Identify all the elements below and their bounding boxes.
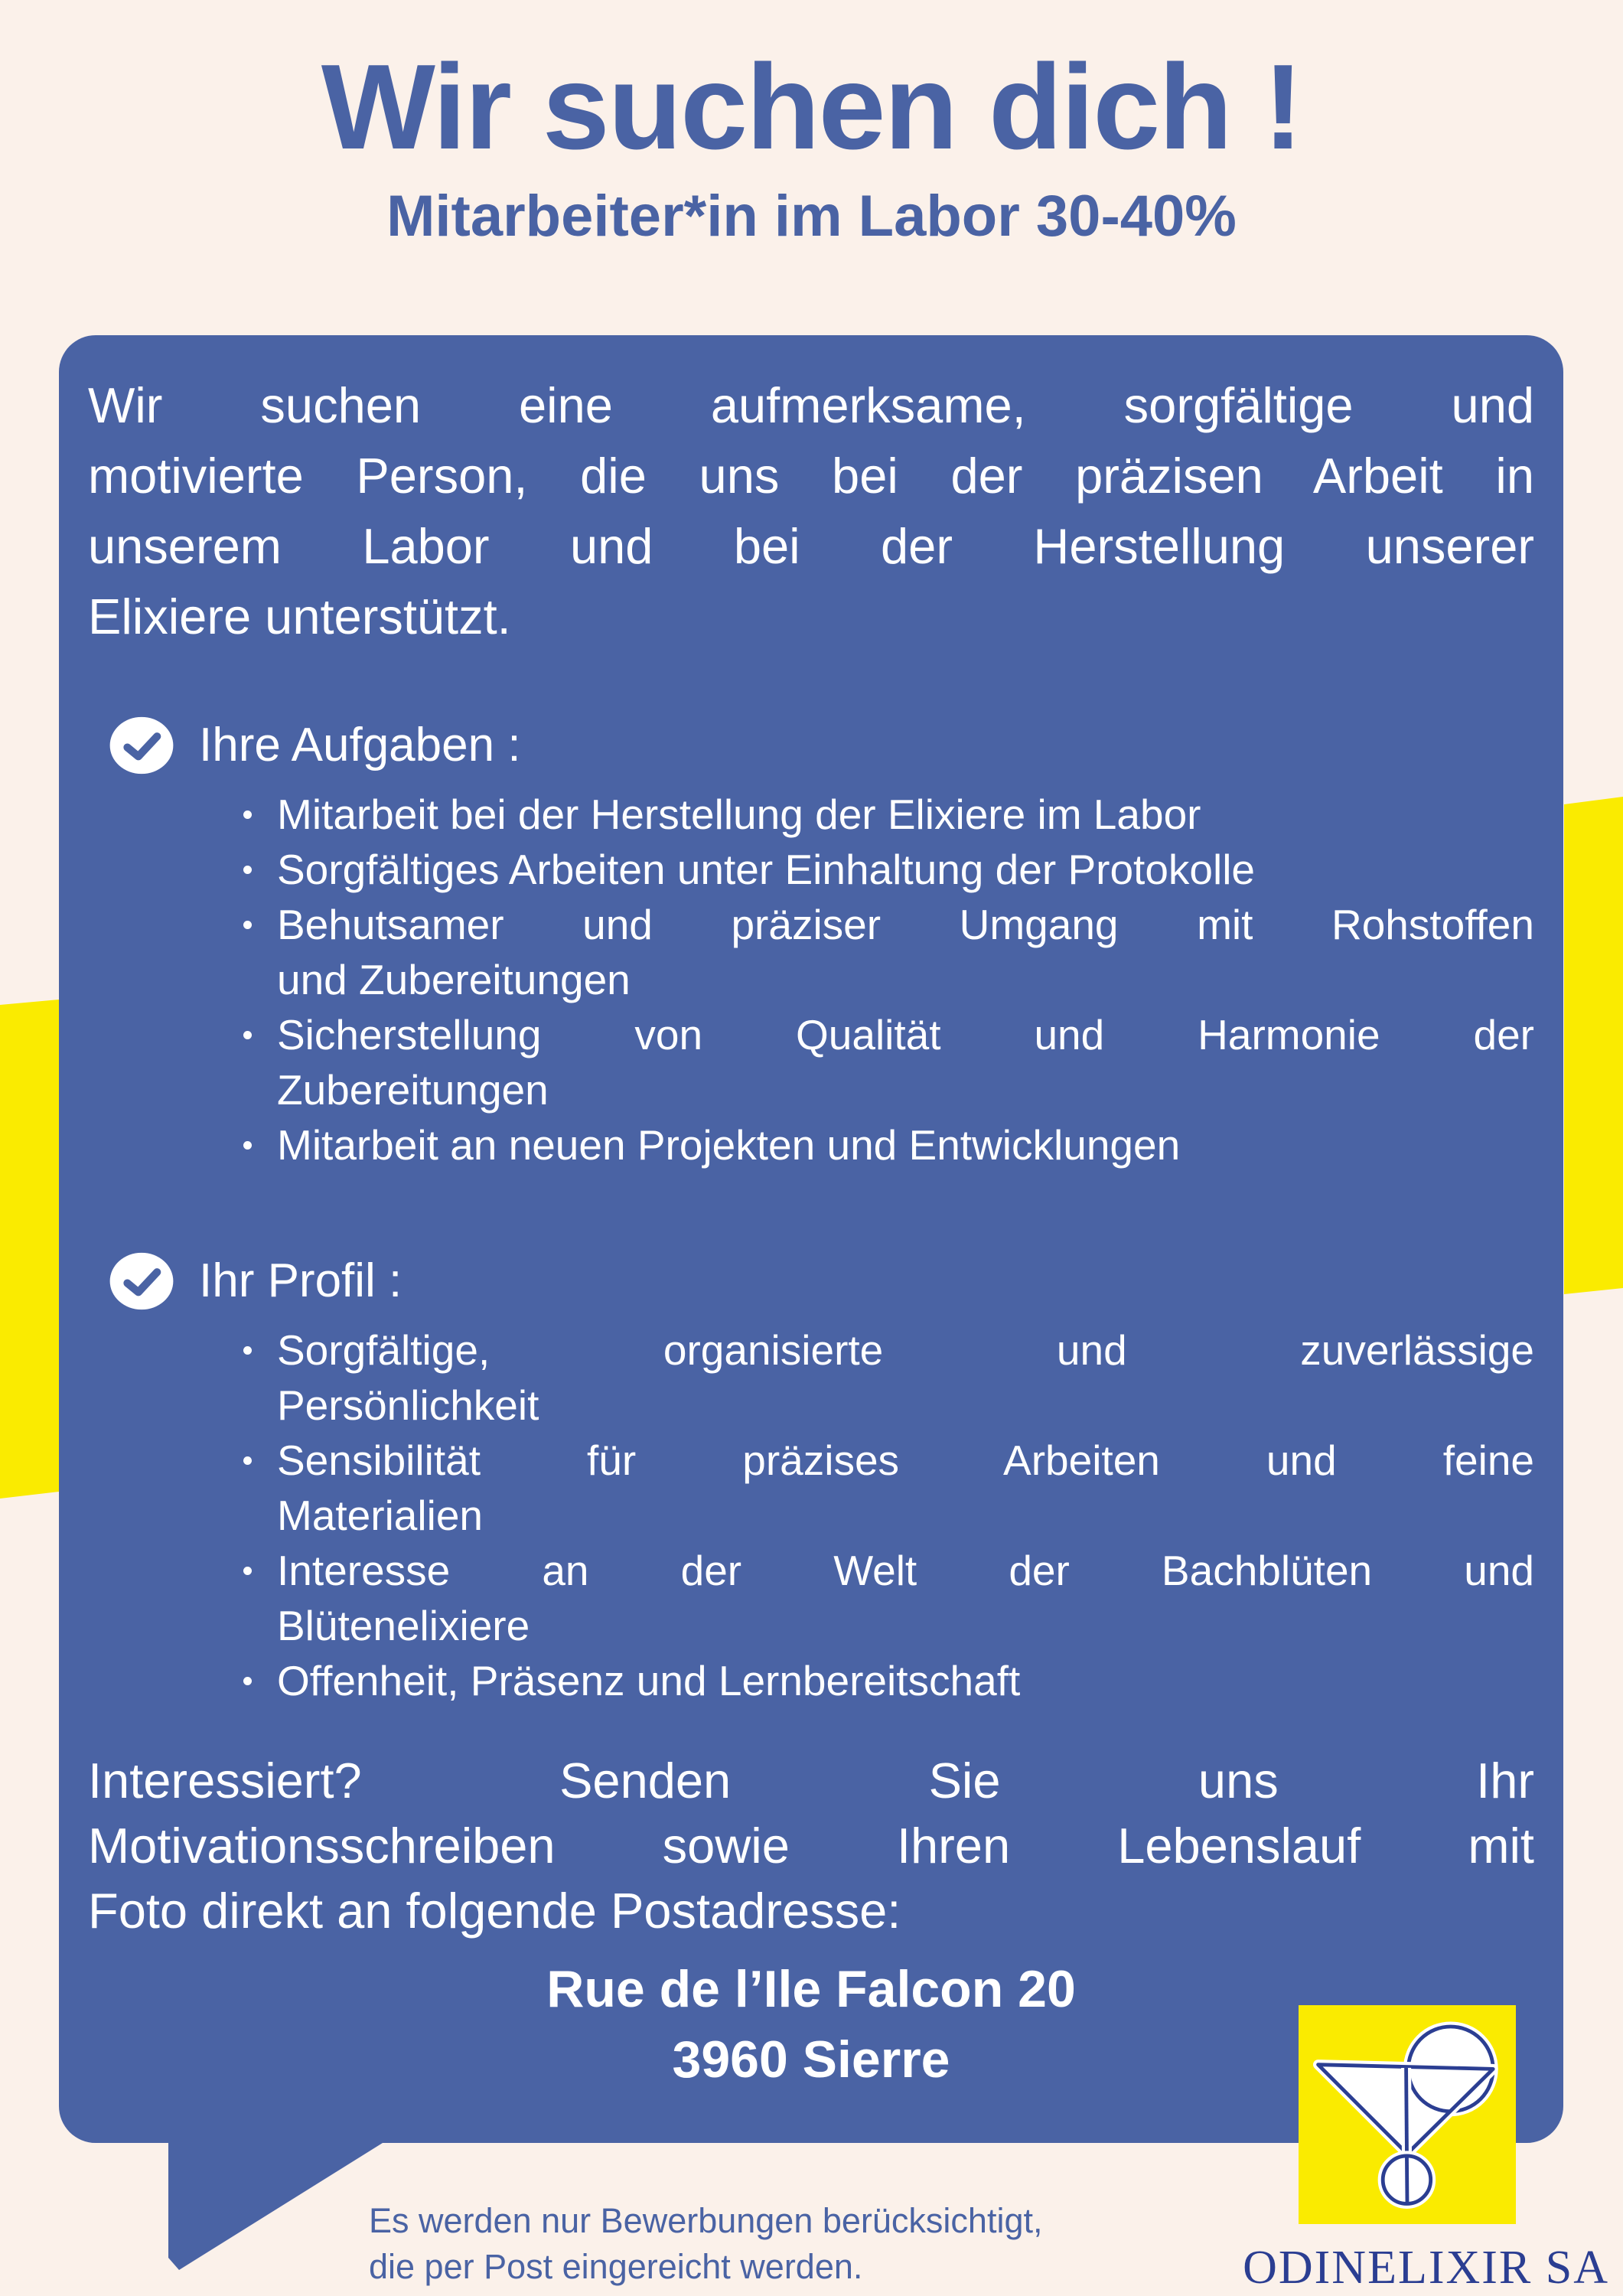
note-line: die per Post eingereicht werden. — [369, 2247, 863, 2286]
list-item: Mitarbeit an neuen Projekten und Entwicklungen — [237, 1117, 1534, 1172]
company-name: ODINELIXIR SA — [1243, 2242, 1609, 2294]
company-logo — [1299, 2005, 1516, 2224]
list-item: Sensibilität für präzises Arbeiten und feine Materialien — [237, 1433, 1534, 1543]
cta-line: Interessiert? Senden Sie uns Ihr — [88, 1753, 1534, 1808]
section-heading: Ihre Aufgaben : — [199, 719, 521, 771]
intro-line: Wir suchen eine aufmerksame, sorgfältige und — [88, 377, 1534, 433]
address-line-city: 3960 Sierre — [672, 2030, 950, 2089]
postal-note — [369, 2198, 1043, 2290]
list-item: Mitarbeit bei der Herstellung der Elixiere im Labor — [237, 787, 1534, 842]
section-heading-row — [109, 713, 1534, 778]
section-heading: Ihr Profil : — [199, 1254, 402, 1307]
list-item: Interesse an der Welt der Bachblüten und Blütenelixiere — [237, 1543, 1534, 1653]
section-profil — [88, 1249, 1534, 1708]
page-title: Wir suchen dich ! — [321, 40, 1302, 174]
list-item: Offenheit, Präsenz und Lernbereitschaft — [237, 1653, 1534, 1708]
note-line: Es werden nur Bewerbungen berücksichtigt, — [369, 2201, 1043, 2240]
list-item: Sicherstellung von Qualität und Harmonie der Zubereitungen — [237, 1007, 1534, 1117]
header — [0, 0, 1623, 249]
intro-line: Elixiere unterstützt. — [88, 589, 511, 644]
section-aufgaben — [88, 713, 1534, 1172]
yellow-accent-right — [1564, 797, 1623, 1294]
bullet-list-aufgaben — [237, 787, 1534, 1172]
yellow-accent-left — [0, 1000, 59, 1499]
speech-bubble-tail — [168, 2139, 390, 2273]
list-item: Sorgfältige, organisierte und zuverlässige Persönlichkeit — [237, 1322, 1534, 1433]
main-panel — [59, 335, 1563, 2143]
cta-line: Foto direkt an folgende Postadresse: — [88, 1883, 901, 1939]
page-subtitle: Mitarbeiter*in im Labor 30-40% — [386, 183, 1237, 249]
hygieia-cup-icon — [1299, 2005, 1516, 2224]
bullet-list-profil — [237, 1322, 1534, 1708]
cta-line: Motivationsschreiben sowie Ihren Lebenslauf mit — [88, 1818, 1534, 1874]
list-item: Sorgfältiges Arbeiten unter Einhaltung der Protokolle — [237, 842, 1534, 897]
intro-paragraph — [88, 370, 1534, 652]
cta-paragraph — [88, 1748, 1534, 1943]
intro-line: unserem Labor und bei der Herstellung unserer — [88, 518, 1534, 574]
check-icon — [109, 1252, 174, 1310]
list-item: Behutsamer und präziser Umgang mit Rohstoffen und Zubereitungen — [237, 897, 1534, 1007]
intro-line: motivierte Person, die uns bei der präzisen Arbeit in — [88, 448, 1534, 504]
address-line-street: Rue de l’Ile Falcon 20 — [546, 1960, 1076, 2018]
check-icon — [109, 716, 174, 775]
section-heading-row — [109, 1249, 1534, 1313]
